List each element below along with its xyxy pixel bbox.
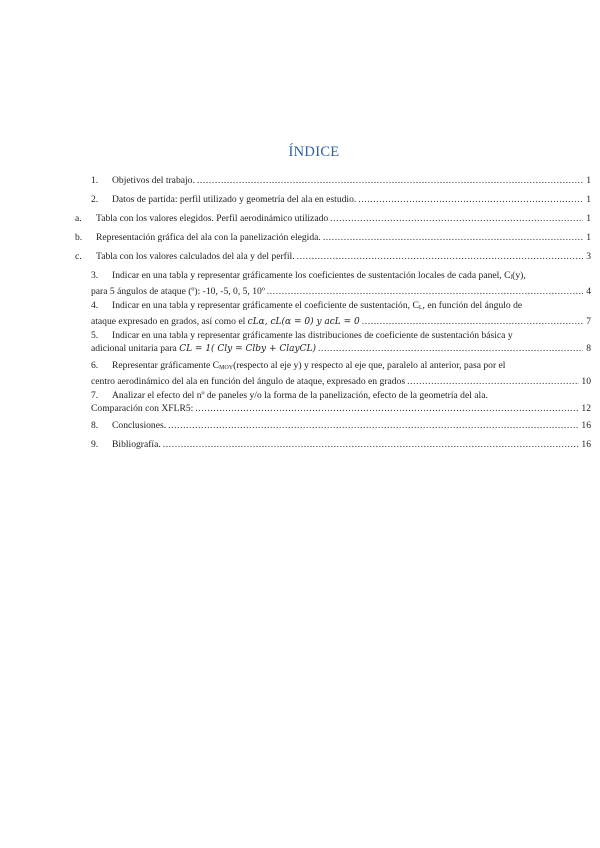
dot-leader [362,315,583,328]
toc-entry-text: Tabla con los valores elegidos. Perfil aerodinámico utilizado [96,213,329,224]
toc-entry-page: 8 [586,343,591,354]
toc-entry-text: ataque expresado en grados, así como el [91,316,246,327]
toc-entry-page: 1 [586,232,591,243]
toc-entry-number: 9. [91,439,99,450]
toc-entry-number: 7. [91,390,99,401]
toc-entry-number: c. [75,251,82,262]
toc-entry-page: 1 [586,213,591,224]
toc-entry-text: Objetivos del trabajo. [112,175,195,186]
subscript: l [510,275,513,281]
dot-leader [163,438,580,451]
toc-entry-page: 1 [586,175,591,186]
toc-entry-3[interactable] [91,269,591,299]
toc-entry-number: 8. [91,420,99,431]
toc-entry-2c[interactable] [75,250,591,269]
toc-entry-2a[interactable] [75,212,591,231]
toc-entry-number: a. [75,213,82,224]
toc-entry-text: Comparación con XFLR5: [91,403,194,414]
dot-leader [330,212,583,225]
toc-entry-6[interactable] [91,359,591,389]
toc-entry-text: Representación gráfica del ala con la panelización elegida. [96,232,321,243]
table-of-contents [75,174,591,457]
toc-entry-page: 12 [581,403,591,414]
toc-entry-page: 1 [586,194,591,205]
toc-entry-9[interactable] [91,438,591,457]
toc-entry-page: 7 [586,316,591,327]
toc-entry-5[interactable] [91,329,591,359]
toc-entry-number: 6. [91,360,99,371]
toc-entry-text: Tabla con los valores calculados del ala y del perfil. [96,251,295,262]
toc-entry-text: adicional unitaria para [91,343,177,354]
toc-entry-text: Datos de partida: perfil utilizado y geometría del ala en estudio. [112,194,357,205]
dot-leader [168,419,579,432]
subscript: L [418,305,423,311]
toc-entry-8[interactable] [91,419,591,438]
toc-entry-text: Conclusiones. [112,420,167,431]
toc-entry-2[interactable] [91,193,591,212]
dot-leader [358,193,583,206]
toc-entry-text: Indicar en una tabla y representar gráficamente las distribuciones de coeficiente de sustentación básica y [112,330,513,341]
toc-entry-page: 3 [586,251,591,262]
subscript: MOY [219,365,234,371]
toc-entry-number: 4. [91,300,99,311]
toc-entry-text: Indicar en una tabla y representar gráficamente los coeficientes de sustentación locales de cada panel, C [112,270,511,281]
toc-entry-text: Representar gráficamente C [112,360,220,371]
toc-entry-number: 5. [91,330,99,341]
toc-entry-text: centro aerodinámico del ala en función del ángulo de ataque, expresado en grados [91,376,406,387]
toc-entry-text: (respecto al eje y) y respecto al eje que, paralelo al anterior, pasa por el [233,360,506,371]
toc-entry-number: 3. [91,270,99,281]
toc-entry-text: , en función del ángulo de [422,300,523,311]
math-expression: CL = 1( Cly = Clby + ClayCL) [179,344,316,354]
toc-entry-text: Analizar el efecto del nº de paneles y/o la forma de la panelización, efecto de la geometría del ala. [112,390,488,401]
dot-leader [318,342,583,355]
toc-entry-page: 16 [581,420,591,431]
toc-entry-number: 1. [91,175,99,186]
toc-entry-text: (y), [512,270,526,281]
toc-entry-1[interactable] [91,174,591,193]
dot-leader [297,250,583,263]
dot-leader [267,285,583,298]
toc-entry-page: 10 [581,376,591,387]
toc-entry-number: b. [75,232,83,243]
toc-entry-7[interactable] [91,389,591,419]
toc-entry-page: 4 [586,286,591,297]
toc-entry-page: 16 [581,439,591,450]
dot-leader [407,375,579,388]
toc-entry-number: 2. [91,194,99,205]
dot-leader [197,174,583,187]
toc-entry-text: Indicar en una tabla y representar gráficamente el coeficiente de sustentación, C [112,300,419,311]
toc-entry-4[interactable] [91,299,591,329]
toc-entry-text: Bibliografía. [112,439,161,450]
dot-leader [195,402,579,415]
math-expression: cLα, cL(α = 0) y acL = 0 [247,317,360,327]
dot-leader [323,231,583,244]
toc-entry-text: para 5 ángulos de ataque (º): -10, -5, 0, 5, 10º [91,286,265,297]
toc-entry-2b[interactable] [75,231,591,250]
toc-title: ÍNDICE [288,144,340,160]
